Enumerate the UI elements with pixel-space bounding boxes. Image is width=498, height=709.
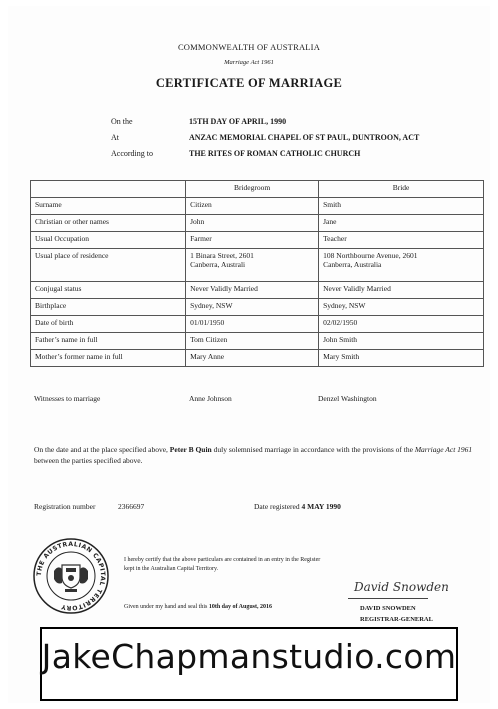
table-header-row: [31, 181, 484, 198]
certification-line-2: kept in the Australian Capital Territory.: [124, 566, 219, 572]
on-label: On the: [111, 117, 133, 126]
row-label: Christian or other names: [31, 215, 186, 232]
bride-cell: Sydney, NSW: [319, 299, 484, 316]
row-label: Birthplace: [31, 299, 186, 316]
statement-part-3: between the parties specified above.: [34, 456, 143, 465]
at-value: ANZAC MEMORIAL CHAPEL OF ST PAUL, DUNTROON, ACT: [189, 133, 420, 142]
header-bride: Bride: [319, 181, 484, 198]
table-row: [31, 316, 484, 333]
particulars-table: [30, 180, 484, 367]
row-label: Conjugal status: [31, 282, 186, 299]
groom-cell: 01/01/1950: [186, 316, 319, 333]
given-statement: [124, 604, 272, 610]
table-row: [31, 215, 484, 232]
row-label: Mother’s former name in full: [31, 350, 186, 367]
certificate-title: CERTIFICATE OF MARRIAGE: [155, 76, 343, 90]
statement-part-1: On the date and at the place specified above,: [34, 445, 170, 454]
bride-cell: Smith: [319, 198, 484, 215]
bride-cell: Mary Smith: [319, 350, 484, 367]
table-row: [31, 299, 484, 316]
table-row: [31, 249, 484, 282]
registration-number-value: 2366697: [118, 502, 145, 511]
groom-cell: Farmer: [186, 232, 319, 249]
bride-cell: 02/02/1950: [319, 316, 484, 333]
certification-line-1: I hereby certify that the above particulars are contained in an entry in the Register: [124, 557, 321, 563]
groom-cell: 1 Binara Street, 2601 Canberra, Australi: [186, 249, 319, 282]
date-registered: [254, 502, 341, 511]
celebrant-name: Peter B Quin: [169, 445, 212, 454]
on-value: 15TH DAY OF APRIL, 1990: [189, 117, 287, 126]
row-label: Date of birth: [31, 316, 186, 333]
bride-cell: Teacher: [319, 232, 484, 249]
groom-cell: Citizen: [186, 198, 319, 215]
signature-line: [348, 598, 428, 599]
certification-text: [124, 556, 320, 574]
bride-cell: Never Validly Married: [319, 282, 484, 299]
table-row: [31, 350, 484, 367]
certificate-page: [8, 6, 490, 703]
solemnisation-statement: [34, 444, 474, 466]
registrar-title: REGISTRAR-GENERAL: [360, 616, 433, 623]
at-label: At: [111, 133, 119, 142]
act-subheading: Marriage Act 1961: [224, 59, 274, 66]
date-registered-value: 4 MAY 1990: [301, 502, 341, 511]
header-bridegroom: Bridegroom: [186, 181, 319, 198]
territory-seal: [32, 537, 110, 615]
groom-cell: Sydney, NSW: [186, 299, 319, 316]
registration-number-label: Registration number: [34, 502, 96, 511]
bride-cell: Jane: [319, 215, 484, 232]
statement-part-2: duly solemnised marriage in accordance with the provisions of the: [211, 445, 415, 454]
groom-cell: Tom Citizen: [186, 333, 319, 350]
seal-text: THE AUSTRALIAN CAPITAL TERRITORY: [35, 540, 107, 612]
row-label: Surname: [31, 198, 186, 215]
according-value: THE RITES OF ROMAN CATHOLIC CHURCH: [189, 149, 361, 158]
country-heading: COMMONWEALTH OF AUSTRALIA: [177, 42, 321, 52]
groom-cell: John: [186, 215, 319, 232]
table-row: [31, 282, 484, 299]
witness-2: Denzel Washington: [318, 394, 377, 403]
witnesses-label: Witnesses to marriage: [34, 394, 101, 403]
according-label: According to: [111, 149, 153, 158]
header-blank: [31, 181, 186, 198]
watermark-text: JakeChapmanstudio.com: [41, 637, 457, 676]
row-label: Usual place of residence: [31, 249, 186, 282]
row-label: Father’s name in full: [31, 333, 186, 350]
act-reference: Marriage Act 1961: [414, 445, 473, 454]
groom-cell: Mary Anne: [186, 350, 319, 367]
date-registered-label: Date registered: [254, 502, 300, 511]
registrar-name: DAVID SNOWDEN: [360, 605, 416, 612]
bride-cell: John Smith: [319, 333, 484, 350]
registrar-signature: David Snowden: [354, 580, 449, 594]
witness-1: Anne Johnson: [189, 394, 232, 403]
row-label: Usual Occupation: [31, 232, 186, 249]
groom-cell: Never Validly Married: [186, 282, 319, 299]
table-row: [31, 333, 484, 350]
given-date: 10th day of August, 2016: [208, 604, 273, 610]
given-prefix: Given under my hand and seal this: [124, 604, 209, 610]
table-row: [31, 232, 484, 249]
table-row: [31, 198, 484, 215]
coat-of-arms-icon: [54, 565, 88, 592]
bride-cell: 108 Northbourne Avenue, 2601 Canberra, Australia: [319, 249, 484, 282]
